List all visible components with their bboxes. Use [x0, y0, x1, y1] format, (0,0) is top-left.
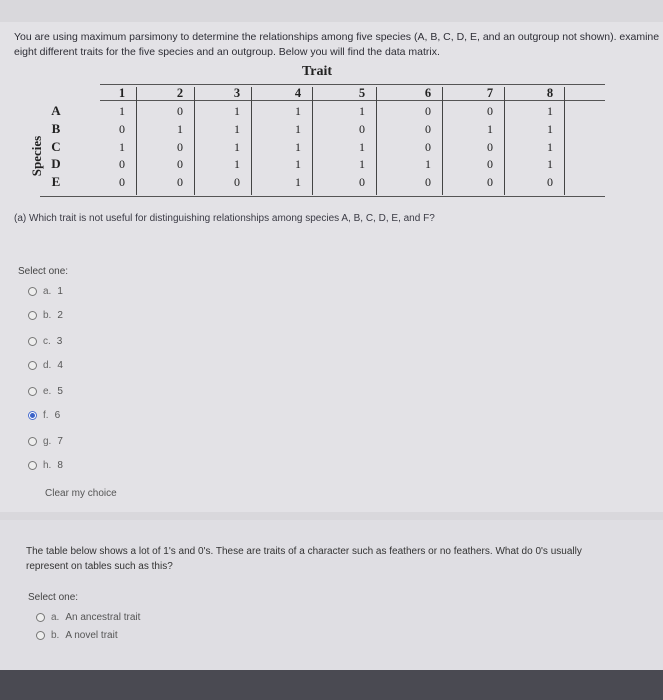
matrix-cell: 0: [119, 175, 125, 189]
trait-header-2: 2: [176, 86, 184, 100]
species-label-c: C: [51, 139, 61, 154]
option-a[interactable]: [28, 284, 63, 298]
option-label: 2: [57, 309, 63, 321]
select-one-label: Select one:: [18, 266, 69, 277]
matrix-cell: 1: [425, 157, 431, 171]
trait-header-3: 3: [233, 86, 241, 100]
column-separator: [504, 87, 505, 195]
matrix-cell: 0: [487, 175, 493, 189]
matrix-cell: 0: [234, 175, 240, 189]
option-label: 8: [57, 459, 63, 471]
option-label: 7: [57, 435, 63, 447]
option-g[interactable]: [28, 434, 63, 448]
trait-header-7: 7: [486, 86, 494, 100]
matrix-cell: 1: [547, 104, 553, 118]
matrix-cell: 1: [234, 140, 240, 154]
matrix-cell: 1: [295, 122, 301, 136]
species-title: Species: [29, 135, 44, 177]
trait-header-8: 8: [546, 86, 554, 100]
question-2-panel: [0, 520, 663, 670]
q2-option-b[interactable]: [36, 628, 118, 642]
matrix-cell: 0: [487, 104, 493, 118]
species-label-d: D: [51, 156, 61, 171]
trait-header-6: 6: [424, 86, 432, 100]
option-label: 5: [57, 385, 63, 397]
option-label: 6: [54, 409, 61, 421]
option-e[interactable]: [28, 384, 63, 398]
option-c[interactable]: [28, 334, 62, 348]
species-label-e: E: [51, 174, 61, 189]
matrix-cell: 1: [295, 175, 301, 189]
table-rule-bottom: [40, 196, 605, 197]
option-f[interactable]: [28, 408, 60, 422]
radio-icon[interactable]: [36, 613, 45, 622]
matrix-cell: 1: [359, 157, 365, 171]
column-separator: [376, 87, 377, 195]
option-letter: c.: [43, 335, 51, 347]
matrix-cell: 1: [547, 122, 553, 136]
question-2-text: The table below shows a lot of 1's and 0's. These are traits of a character such as feathers or no feathers. What do 0's usually represent on tables such as this?: [26, 546, 582, 572]
column-separator: [442, 87, 443, 195]
matrix-cell: 1: [177, 122, 183, 136]
option-letter: f.: [43, 409, 49, 421]
matrix-cell: 0: [119, 122, 125, 136]
matrix-cell: 1: [547, 157, 553, 171]
matrix-cell: 0: [177, 104, 183, 118]
radio-icon[interactable]: [28, 437, 37, 446]
matrix-cell: 0: [359, 122, 365, 136]
select-one-label-2: Select one:: [28, 592, 79, 603]
intro-text: You are using maximum parsimony to determine the relationships among five species (A, B, C, D, E, and an outgroup not shown). examine eight different traits for the five species and an outgroup. Below you will find the data matrix.: [14, 31, 660, 58]
species-label-a: A: [51, 103, 61, 118]
option-label: 3: [56, 335, 63, 347]
clear-choice-link[interactable]: Clear my choice: [45, 488, 117, 499]
matrix-cell: 1: [547, 140, 553, 154]
column-separator: [194, 87, 195, 195]
q2-option-a[interactable]: [36, 610, 140, 624]
matrix-cell: 1: [119, 104, 125, 118]
option-letter: g.: [43, 435, 52, 447]
matrix-cell: 0: [359, 175, 365, 189]
matrix-cell: 1: [119, 140, 125, 154]
radio-selected-icon[interactable]: [28, 411, 37, 420]
option-d[interactable]: [28, 358, 63, 372]
species-label-b: B: [51, 121, 61, 136]
matrix-cell: 0: [177, 157, 183, 171]
matrix-cell: 1: [295, 104, 301, 118]
radio-icon[interactable]: [36, 631, 45, 640]
option-label: An ancestral trait: [65, 611, 141, 623]
radio-icon[interactable]: [28, 337, 37, 346]
matrix-cell: 0: [425, 122, 431, 136]
matrix-cell: 0: [177, 175, 183, 189]
matrix-cell: 0: [547, 175, 553, 189]
matrix-cell: 0: [177, 140, 183, 154]
matrix-cell: 0: [425, 140, 431, 154]
matrix-cell: 1: [295, 140, 301, 154]
trait-header-4: 4: [294, 86, 302, 100]
option-label: A novel trait: [65, 629, 118, 641]
matrix-cell: 0: [425, 104, 431, 118]
option-letter: a.: [51, 611, 60, 623]
matrix-cell: 1: [487, 122, 493, 136]
table-rule-top: [100, 84, 605, 85]
option-letter: h.: [43, 459, 52, 471]
column-separator: [564, 87, 565, 195]
matrix-cell: 1: [234, 122, 240, 136]
option-letter: b.: [43, 309, 52, 321]
option-letter: e.: [43, 385, 52, 397]
option-label: 1: [57, 285, 63, 297]
radio-icon[interactable]: [28, 461, 37, 470]
matrix-cell: 0: [119, 157, 125, 171]
option-letter: d.: [43, 359, 52, 371]
matrix-cell: 0: [487, 140, 493, 154]
radio-icon[interactable]: [28, 361, 37, 370]
radio-icon[interactable]: [28, 287, 37, 296]
bottom-bar: [0, 670, 663, 700]
matrix-cell: 0: [487, 157, 493, 171]
matrix-cell: 1: [359, 104, 365, 118]
matrix-cell: 1: [234, 157, 240, 171]
column-separator: [251, 87, 252, 195]
radio-icon[interactable]: [28, 311, 37, 320]
matrix-cell: 1: [295, 157, 301, 171]
option-h[interactable]: [28, 458, 63, 472]
column-separator: [136, 87, 137, 195]
matrix-cell: 1: [359, 140, 365, 154]
option-letter: b.: [51, 629, 60, 641]
column-separator: [312, 87, 313, 195]
option-letter: a.: [43, 285, 52, 297]
matrix-cell: 0: [425, 175, 431, 189]
trait-title: Trait: [302, 64, 333, 79]
option-label: 4: [57, 359, 63, 371]
trait-header-5: 5: [358, 86, 366, 100]
trait-header-1: 1: [118, 86, 126, 100]
matrix-cell: 1: [234, 104, 240, 118]
question-1-text: (a) Which trait is not useful for distinguishing relationships among species A, B, C, D, E, and F?: [14, 213, 435, 224]
radio-icon[interactable]: [28, 387, 37, 396]
option-b[interactable]: [28, 308, 63, 322]
